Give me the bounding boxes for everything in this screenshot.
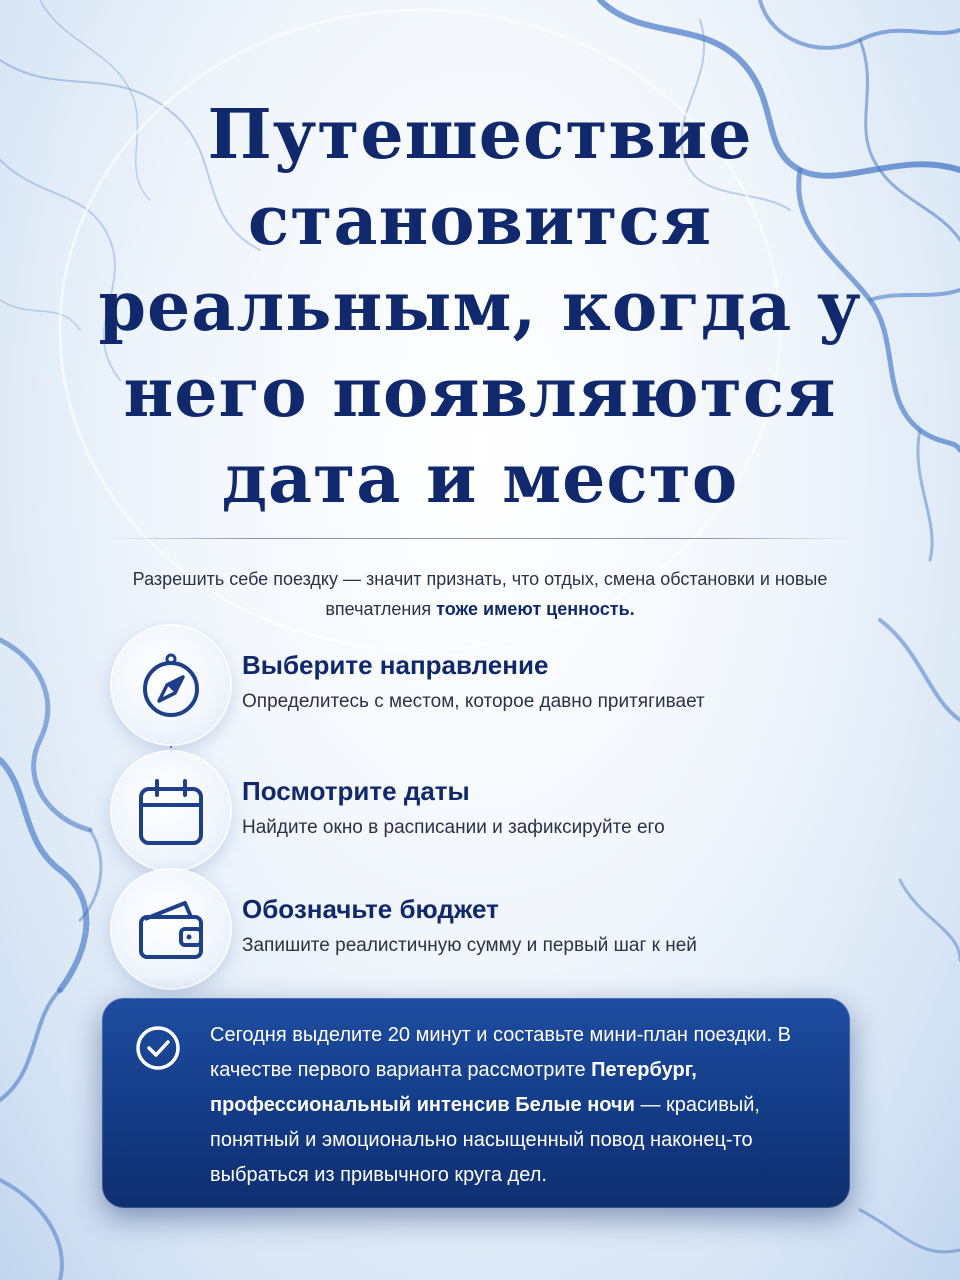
action-card — [102, 998, 850, 1208]
title-line: реальным, когда у — [98, 267, 862, 347]
title-line: дата и место — [221, 439, 739, 519]
title-line: Путешествие — [207, 95, 753, 175]
check-circle-icon — [134, 1024, 182, 1072]
step-title: Выберите направление — [242, 650, 549, 680]
intro-text: Разрешить себе поездку — значит признать, что отдых, смена обстановки и новые впечатления — [132, 569, 828, 619]
step-title: Обозначьте бюджет — [242, 894, 499, 924]
intro-emphasis: тоже имеют ценность. — [436, 599, 635, 619]
action-card-text — [210, 1018, 830, 1193]
section-divider — [108, 538, 852, 539]
step-choose-destination — [112, 626, 872, 744]
step-description: Запишите реалистичную сумму и первый шаг к ней — [242, 935, 697, 956]
action-text-continued: — красивый, понятный и эмоционально насыщенный повод наконец-то выбраться из привычного круга дел. — [210, 1094, 760, 1186]
title-line: него появляются — [123, 353, 837, 433]
page-title — [0, 92, 960, 522]
action-emphasis: Петербург, профессиональный интенсив Белые ночи — [210, 1059, 697, 1116]
action-text: Сегодня выделите 20 минут и составьте мини-план поездки. В качестве первого варианта рассмотрите — [210, 1024, 791, 1081]
step-description: Найдите окно в расписании и зафиксируйте его — [242, 817, 665, 838]
step-title: Посмотрите даты — [242, 776, 470, 806]
intro-paragraph — [120, 564, 840, 624]
step-check-dates — [112, 752, 872, 870]
step-description: Определитесь с местом, которое давно притягивает — [242, 691, 705, 712]
calendar-icon — [112, 752, 230, 870]
wallet-icon — [112, 870, 230, 988]
step-set-budget — [112, 870, 872, 988]
title-line: становится — [247, 181, 713, 261]
compass-icon — [112, 626, 230, 744]
